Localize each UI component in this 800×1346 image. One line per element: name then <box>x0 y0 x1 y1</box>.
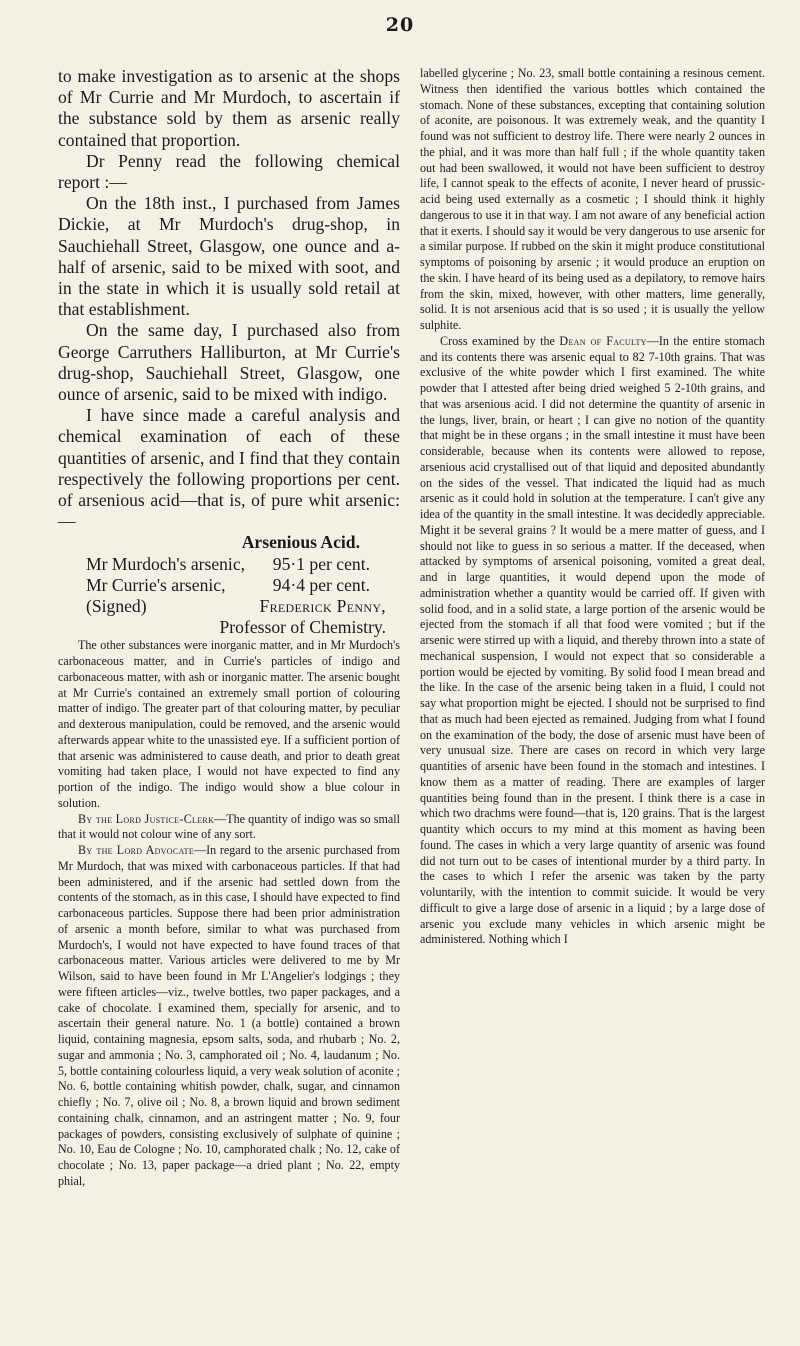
cross-examination-text: —In the entire stomach and its contents there was arsenic equal to 82 7-10th grains. That was exclusive of the white powder which I first examined. The white powder that I attested after being dried weighed 5 2-10th grains, and that was arsenious acid. I did not determine the quantity of arsenic in the lungs, liver, brain, or heart ; I can give no notion of the quantity that might be in these organs ; in the small intestine it must have been considerable, because when its contents were allowed to repose, arsenious acid crystallised out of that liquid and deposited abundantly on the sides of the vessel. That indicated the liquid had as much arsenic as it could hold in solution at the temperature. I can't give any idea of the quantity in the small intestine. It was decidedly appreciable. Might it be several grains ? It would be a mere matter of guess, and I should not like to guess in so serious a matter. If the deceased, when attacked by symptoms of arsenical poisoning, vomited a great deal, and in large quantities, it would depend upon the mode of administration whether a quantity would be carried off. If given with solid food, and in a solid state, a large portion of the arsenic would be ejected from the stomach if all that food were vomited ; but if the arsenic were stirred up with a liquid, and thereby thrown into a state of mechanical suspension, I would not expect that so considerable a portion would be ejected by vomiting. By solid food I mean bread and the like. In the case of the arsenic being taken in a fluid, I could not say what proportion might be ejected. I should not be surprised to find that as much had been ejected as remained. Judging from what I found on the examination of the body, the dose of arsenic must have been of very unusual size. There are cases on record in which very large quantities of arsenic have been found in the stomach and intestines. I know them as a matter of reading. There are examples of larger quantities being found than in the present. I think there is a case in which two drachms were found—that is, 120 grains. That is the largest quantity which occurs to my mind at this moment as having been found. The cases in which a very large quantity of arsenic was found did not turn out to be cases of intentional murder by a third party. In the cases to which I refer the arsenic was taken by the party voluntarily, with the intention to commit suicide. It would be very difficult to give a large dose of arsenic in a liquid ; by a large dose of arsenic you exclude many vehicles in which arsenic might be administered. Nothing which I <box>420 333 765 947</box>
row-value: 94·4 per cent. <box>272 574 370 595</box>
paragraph-report-murdoch: On the 18th inst., I purchased from James Dickie, at Mr Murdoch's drug-shop, in Sauchiehall Street, Glasgow, one ounce and a-half of arsenic, said to be mixed with soot, and in the state in which it is usually sold retail at that establishment. <box>58 193 400 320</box>
lord-advocate-text: —In regard to the arsenic purchased from Mr Murdoch, that was mixed with carbonaceous particles. If that had been administered, and if the arsenic had settled down from the contents of the stomach, as in this case, I should have expected to find carbonaceous particles. Suppose there had been prior administration of arsenic a month before, similar to what was purchased from Murdoch's, I would not have expected to have found traces of that carbonaceous matter. Various articles were delivered to me by Mr Wilson, said to have been found in Mr L'Angelier's lodgings ; they were fifteen articles—viz., twelve bottles, two paper packages, and a cake of chocolate. I examined them, specially for arsenic, and to ascertain their general nature. No. 1 (a bottle) contained a brown liquid, containing magnesia, epsom salts, soda, and rhubarb ; No. 2, sugar and ammonia ; No. 3, camphorated oil ; No. 4, laudanum ; No. 5, bottle containing colourless liquid, a very weak solution of aconite ; No. 6, bottle containing whitish powder, chalk, sugar, and cinnamon chiefly ; No. 7, olive oil ; No. 8, a brown liquid and brown sediment containing chalk, cinnamon, and an astringent matter ; No. 9, four packages of powders, consisting exclusively of sulphate of quinine ; No. 10, Eau de Cologne ; No. 10, camphorated chalk ; No. 12, cake of chocolate ; No. 13, paper package—a dried plant ; No. 22, empty phial, <box>58 843 400 1188</box>
paragraph-continued: labelled glycerine ; No. 23, small bottle containing a resinous cement. Witness then identified the various bottles which contained the stomach. None of these substances, excepting that containing solution of aconite, are poisonous. It was extremely weak, and the quantity I found was not sufficient to destroy life. There were nearly 2 ounces in the phial, and it was more than half full ; if the whole quantity taken out had been swallowed, it would not have been sufficient to destroy life, I cannot speak to the effects of aconite, I never heard of prussic-acid being used externally as a cosmetic ; I should think it highly dangerous to use it in that way. I am not aware of any beneficial action that it exerts. I should say it would be very dangerous to use arsenic for a similar purpose. If rubbed on the skin it might produce constitutional symptoms of poisoning by arsenic ; it would produce an eruption on the skin. I have heard of its being used as a depilatory, to remove hairs from the skin, mixed, however, with other matters, lime generally, solid. It is not arsenious acid that is so used ; it is usually the yellow sulphite. <box>420 66 765 332</box>
report-section <box>58 66 400 638</box>
speaker-dean-of-faculty: Dean of Faculty <box>559 333 647 348</box>
signature-line <box>58 596 400 617</box>
testimony-right <box>420 66 765 948</box>
paragraph-report-currie: On the same day, I purchased also from George Carruthers Halliburton, at Mr Currie's drug-shop, Sauchiehall Street, Glasgow, one ounce of arsenic, said to be mixed with indigo. <box>58 320 400 405</box>
speaker-justice-clerk: By the Lord Justice-Clerk <box>78 811 215 826</box>
speaker-lord-advocate: By the Lord Advocate <box>78 843 195 858</box>
page-number: 20 <box>385 14 415 36</box>
table-row <box>58 575 400 596</box>
signed-label: (Signed) <box>86 596 147 617</box>
row-label: Mr Currie's arsenic, <box>86 574 226 595</box>
signer-title: Professor of Chemistry. <box>219 617 386 638</box>
paragraph-report-intro: Dr Penny read the following chemical report :— <box>58 150 400 193</box>
signer-name: Frederick Penny, <box>259 596 386 617</box>
row-label: Mr Murdoch's arsenic, <box>86 553 246 574</box>
justice-clerk-text: —The quantity of indigo was so small that it would not colour wine of any sort. <box>58 811 400 842</box>
table-heading: Arsenious Acid. <box>241 532 360 553</box>
cross-lead: Cross examined by the <box>440 333 555 348</box>
right-column <box>420 66 765 948</box>
paragraph-intro: to make investigation as to arsenic at the shops of Mr Currie and Mr Murdoch, to ascertain if the substance sold by them as arsenic really contained that proportion. <box>58 66 400 150</box>
table-row <box>58 554 400 575</box>
paragraph-report-analysis: I have since made a careful analysis and chemical examination of each of these quantities of arsenic, and I find that they contain respectively the following proportions per cent. of arsenious acid—that is, of pure whit arsenic:— <box>58 405 400 532</box>
testimony-left <box>58 638 400 1189</box>
row-value: 95·1 per cent. <box>272 553 370 574</box>
paragraph-cross-examination <box>420 334 765 948</box>
paragraph-justice-clerk <box>58 812 400 844</box>
paragraph-lord-advocate <box>58 843 400 1190</box>
left-column <box>58 66 400 1190</box>
paragraph-other-substances: The other substances were inorganic matter, and in Mr Murdoch's carbonaceous matter, and in Currie's particles of indigo and carbonaceous matter, with ash or inorganic matter. The arsenic bought at Mr Currie's contained an extremely small portion of colouring matter of indigo. The greater part of that colouring matter, by peculiar and dexterous manipulation, could be removed, and the arsenic would afterwards appear white to the unassisted eye. If a sufficient portion of that arsenic was administered to cause death, and prior to death great vomiting had taken place, I would not have expected to find any portion of the indigo. The indigo would show a blue colour in solution. <box>58 638 400 810</box>
